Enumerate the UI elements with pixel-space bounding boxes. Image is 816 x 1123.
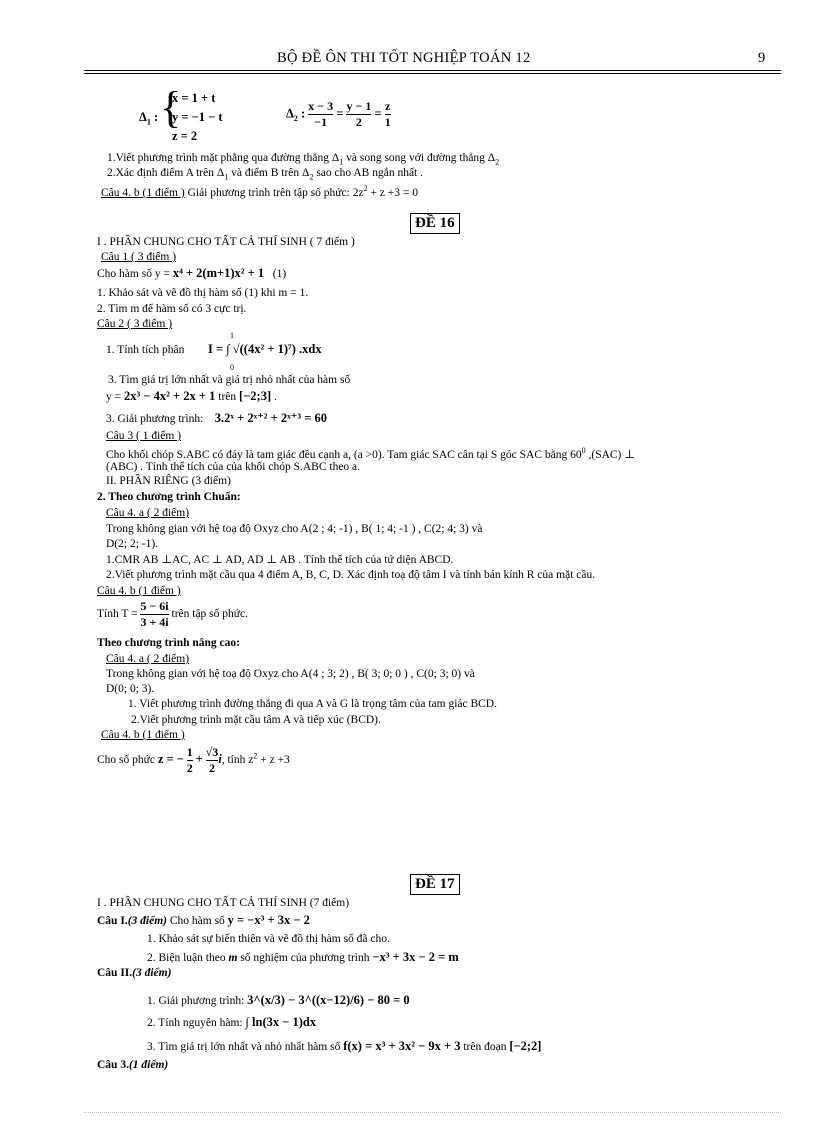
de16-cau1-text: Cho hàm số y = x⁴ + 2(m+1)x² + 1 (1) (97, 266, 287, 280)
de17-cau2-q3: 3. Tìm giá trị lớn nhất và nhỏ nhất hàm số f(x) = x³ + 3x² − 9x + 3 trên đoạn [−2;2] (147, 1039, 542, 1053)
system-brace: { (160, 83, 182, 132)
de16-c4a-q2: 2.Viết phương trình mặt cầu qua 4 điểm A, B, C, D. Xác định toạ độ tâm I và tính bán kính R của mặt cầu. (106, 569, 596, 581)
de16-c4b-label: Câu 4. b (1 điểm ) (97, 585, 181, 597)
de16-c4a-q1: 1.CMR AB ⊥AC, AC ⊥ AD, AD ⊥ AB . Tính thể tích của tứ diện ABCD. (106, 554, 454, 566)
de16-cau3-text2: (ABC) . Tính thể tích của của khối chóp S.ABC theo a. (106, 461, 361, 473)
de17-cau3-label: Câu 3.(1 điểm) (97, 1059, 169, 1071)
header-rule-top (84, 70, 781, 71)
de16-c4a2-label: Câu 4. a ( 2 điểm) (106, 653, 190, 665)
de16-c4a2-q1: 1. Viết phương trình đường thẳng đi qua A và G là trọng tâm của tam giác BCD. (128, 698, 497, 710)
page-number: 9 (758, 50, 766, 66)
integral-lower-limit: 0 (230, 363, 234, 372)
prev-question-2: 2.Xác định điểm A trên $\Delta_1$ và điểm B trên $\Delta_2$ sao cho AB ngắn nhất . (107, 167, 423, 182)
de16-c4a-text2: D(2; 2; -1). (106, 538, 159, 550)
integral-upper-limit: 1 (230, 331, 234, 340)
de16-cau3-label: Câu 3 ( 1 điểm ) (106, 430, 182, 442)
delta1-eq3: z = 2 (172, 129, 198, 143)
de16-part1-heading: I . PHẦN CHUNG CHO TẤT CẢ THÍ SINH ( 7 điểm ) (97, 236, 355, 248)
de17-cau1: Câu I.(3 điểm) Cho hàm số y = −x³ + 3x − 2 (97, 913, 310, 927)
header-rule-bottom (84, 73, 781, 74)
de16-cau1-q1: 1. Khảo sát và vẽ đồ thị hàm số (1) khi m = 1. (97, 287, 309, 299)
de16-c4a2-text2: D(0; 0; 3). (106, 683, 155, 695)
de17-part1-heading: I . PHẦN CHUNG CHO TẤT CẢ THÍ SINH (7 điểm) (97, 897, 350, 909)
de17-cau2-label: Câu II.(3 điểm) (97, 967, 172, 979)
de16-cau3-text1: Cho khối chóp S.ABC có đáy là tam giác đều cạnh a, (a >0). Tam giác SAC cân tại S góc SAC bằng $60^0$ ,(SAC) ⊥ (106, 446, 636, 461)
de16-cau1-q2: 2. Tìm m để hàm số có 3 cực trị. (97, 303, 247, 315)
de17-cau2-q1: 1. Giải phương trình: 3^(x/3) − 3^((x−12)/6) − 80 = 0 (147, 993, 410, 1007)
prev-question-1: 1.Viết phương trình mặt phẳng qua đường thẳng $\Delta_1$ và song song với đường thẳng $\Delta_2$ (107, 152, 500, 167)
de16-cau2-q2-formula: y = 2x³ − 4x² + 2x + 1 trên [−2;3] . (106, 389, 277, 403)
de16-c4b2-label: Câu 4. b (1 điểm ) (101, 729, 185, 741)
delta1-eq2: y = −1 − t (172, 110, 223, 124)
de16-integral-formula: I = ∫ √((4x² + 1)⁷) .xdx (208, 342, 322, 356)
de16-standard-program: 2. Theo chương trình Chuẩn: (97, 491, 241, 503)
de16-c4a-text1: Trong không gian với hệ toạ độ Oxyz cho A(2 ; 4; -1) , B( 1; 4; -1 ) , C(2; 4; 3) và (106, 523, 483, 535)
de17-cau1-q2: 2. Biện luận theo m số nghiệm của phương trình −x³ + 3x − 2 = m (147, 950, 459, 964)
exam-16-title: ĐỀ 16 (410, 213, 460, 234)
delta2-equation: $\Delta_2$ : $\frac{x - 3}{-1}$ = $\frac{y - 1}{2}$ = $\frac{z}{1}$ (286, 99, 391, 129)
de16-c4a2-text1: Trong không gian với hệ toạ độ Oxyz cho A(4 ; 3; 2) , B( 3; 0; 0 ) , C(0; 3; 0) và (106, 668, 475, 680)
de16-c4b2-text: Cho số phức z = − $\frac{1}{2}$ + $\frac{√3}{2}$ i, tính $z^2 + z +3$ (97, 745, 290, 775)
de16-c4a-label: Câu 4. a ( 2 điểm) (106, 507, 190, 519)
de16-c4b-text: Tính T = $\frac{5 - 6i}{3 + 4i}$ trên tập số phức. (97, 599, 248, 629)
de16-cau2-label: Câu 2 ( 3 điểm ) (97, 318, 173, 330)
page-header-title: BỘ ĐỀ ÔN THI TỐT NGHIỆP TOÁN 12 (277, 50, 531, 66)
exam-17-title: ĐỀ 17 (410, 874, 460, 895)
de16-cau1-label: Câu 1 ( 3 điểm ) (101, 251, 177, 263)
de16-cau2-q3: 3. Giải phương trình: 3.2ˣ + 2ˣ⁺² + 2ˣ⁺³ = 60 (106, 411, 327, 425)
de16-advanced-program: Theo chương trình nâng cao: (97, 637, 240, 649)
prev-cau4b: Câu 4. b (1 điểm ) Giải phương trình trên tập số phức: $2z^2 + z +3 = 0$ (101, 184, 418, 199)
delta1-label: $\Delta_1$ : (139, 110, 159, 127)
de17-cau2-q2: 2. Tính nguyên hàm: ∫ ln(3x − 1)dx (147, 1015, 317, 1029)
delta1-eq1: x = 1 + t (172, 91, 216, 105)
de16-c4a2-q2: 2.Viết phương trình mặt cầu tâm A và tiếp xúc (BCD). (131, 714, 381, 726)
de17-cau1-q1: 1. Khảo sát sự biến thiên và vẽ đồ thị hàm số đã cho. (147, 933, 390, 945)
footer-dotted-line (84, 1112, 781, 1113)
de16-cau2-q1: 1. Tính tích phân (106, 344, 185, 356)
de16-cau2-q2: 3. Tìm giá trị lớn nhất và giá trị nhỏ nhất của hàm số (108, 374, 351, 386)
de16-part2-heading: II. PHẦN RIÊNG (3 điểm) (106, 475, 231, 487)
